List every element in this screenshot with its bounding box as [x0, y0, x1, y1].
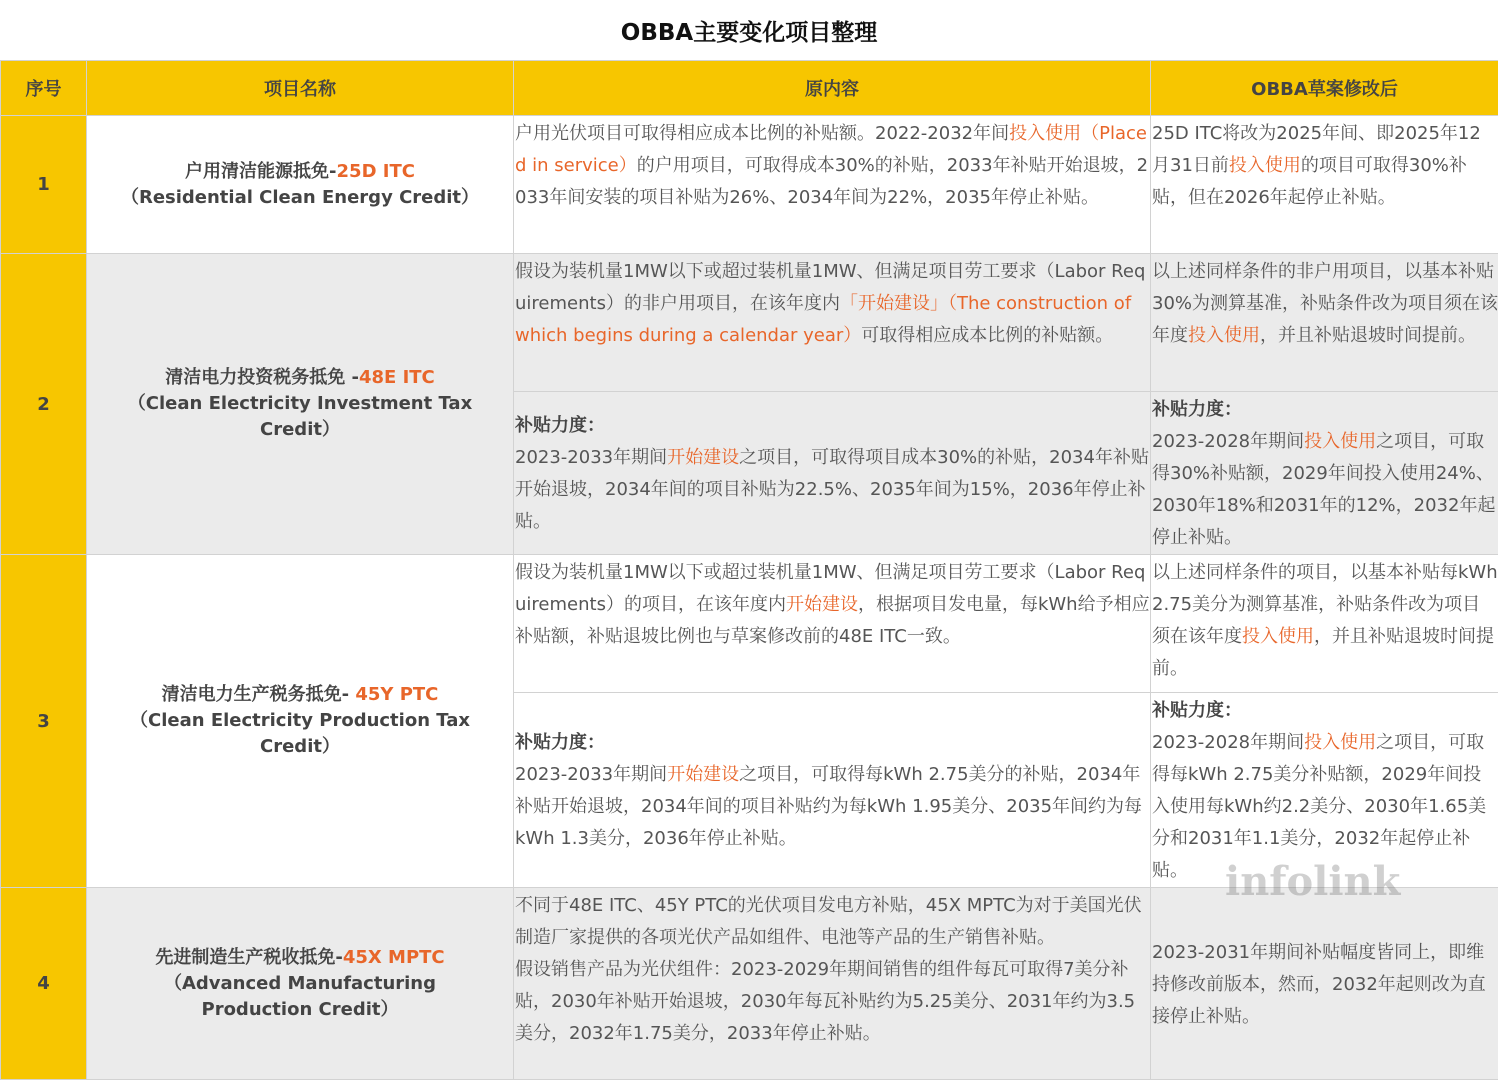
project-name [87, 555, 514, 888]
text: 假设为装机量1MW以下或超过装机量1MW、但满足项目劳工要求（Labor Requirements）的项目，在该年度内 [515, 562, 1146, 615]
text: 2023-2028年期间 [1152, 431, 1305, 452]
subsidy-label: 补贴力度： [515, 732, 605, 753]
table-row [1, 116, 1498, 254]
highlight-text: 投入使用 [1304, 431, 1377, 452]
project-name-en: （Clean Electricity Production Tax Credit） [130, 710, 470, 757]
text: 之项目，可取得每kWh 2.75美分补贴额，2029年间投入使用每kWh约2.2美分、2030年1.65美分和2031年1.1美分，2032年起停止补贴。 [1152, 732, 1487, 881]
text: 假设为装机量1MW以下或超过装机量1MW、但满足项目劳工要求（Labor Requirements）的非户用项目，在该年度内 [515, 261, 1146, 314]
project-name-cn: 清洁电力投资税务抵免 - [165, 367, 359, 388]
highlight-text: 开始建设 [667, 447, 740, 468]
table-row [1, 254, 1498, 392]
paragraph: 不同于48E ITC、45Y PTC的光伏项目发电方补贴，45X MPTC为对于美国光伏制造厂家提供的各项光伏产品如组件、电池等产品的生产销售补贴。 [515, 895, 1142, 948]
text: 25D ITC将改为2025年间、即2025年12月31日前 [1152, 123, 1481, 176]
revised-content [1151, 888, 1498, 1080]
project-name [87, 254, 514, 555]
highlight-text: 投入使用 [1304, 732, 1377, 753]
highlight-text: 投入使用 [1242, 626, 1314, 647]
header-row [1, 61, 1498, 116]
revised-content [1151, 254, 1498, 392]
subsidy-label: 补贴力度： [1152, 700, 1242, 721]
row-number: 1 [1, 116, 87, 254]
table-row [1, 555, 1498, 693]
highlight-text: 投入使用（Placed in service） [515, 123, 1147, 176]
subsidy-label: 补贴力度： [515, 415, 605, 436]
text: ，并且补贴退坡时间提前。 [1152, 626, 1494, 679]
text: 可取得相应成本比例的补贴额。 [861, 325, 1114, 346]
comparison-table [0, 60, 1498, 1080]
watermark-logo: infolink [1225, 858, 1401, 905]
text: 之项目，可取得30%补贴额，2029年间投入使用24%、2030年18%和2031年的12%，2032年起停止补贴。 [1152, 431, 1496, 548]
header-num: 序号 [1, 61, 87, 116]
header-revised: OBBA草案修改后 [1151, 61, 1498, 116]
project-name-en: Production Credit） [201, 998, 399, 1020]
text: 户用光伏项目可取得相应成本比例的补贴额。2022-2032年间 [515, 123, 1010, 144]
project-name-cn: 户用清洁能源抵免- [185, 160, 337, 182]
text: 以上述同样条件的非户用项目，以基本补贴30%为测算基准，补贴条件改为项目须在该年度 [1152, 261, 1498, 346]
text: ，根据项目发电量，每kWh给予相应补贴额，补贴退坡比例也与草案修改前的48E ITC一致。 [515, 594, 1150, 647]
project-code: 45Y PTC [355, 684, 439, 705]
project-name-cn: 先进制造生产税收抵免- [155, 946, 343, 968]
original-content [514, 555, 1151, 693]
project-name [87, 116, 514, 254]
row-number: 2 [1, 254, 87, 555]
text: 2023-2033年期间 [515, 447, 668, 468]
original-content [514, 116, 1151, 254]
text: 2023-2033年期间 [515, 764, 668, 785]
header-name: 项目名称 [87, 61, 514, 116]
text: 2023-2028年期间 [1152, 732, 1305, 753]
highlight-text: 开始建设 [667, 764, 740, 785]
highlight-text: 投入使用 [1228, 155, 1301, 176]
revised-content [1151, 555, 1498, 693]
original-content [514, 888, 1151, 1080]
row-number: 3 [1, 555, 87, 888]
text: ，并且补贴退坡时间提前。 [1260, 325, 1476, 346]
highlight-text: 投入使用 [1188, 325, 1260, 346]
text: 以上述同样条件的项目，以基本补贴每kWh 2.75美分为测算基准，补贴条件改为项目须在该年度 [1152, 562, 1498, 647]
project-code: 48E ITC [358, 367, 435, 388]
original-content [514, 693, 1151, 888]
highlight-text: 开始建设 [785, 594, 858, 615]
project-name-cn: 清洁电力生产税务抵免- [161, 684, 356, 705]
project-name-en: （Residential Clean Energy Credit） [120, 186, 480, 208]
project-name [87, 888, 514, 1080]
paragraph: 假设销售产品为光伏组件：2023-2029年期间销售的组件每瓦可取得7美分补贴，2030年补贴开始退坡，2030年每瓦补贴约为5.25美分、2031年约为3.5美分，2032年1.75美分，2033年停止补贴。 [515, 959, 1136, 1044]
document-title: OBBA主要变化项目整理 [620, 20, 878, 46]
revised-content [1151, 392, 1498, 555]
text: 之项目，可取得每kWh 2.75美分的补贴，2034年补贴开始退坡，2034年间的项目补贴约为每kWh 1.95美分、2035年间约为每kWh 1.3美分，2036年停止补贴。 [515, 764, 1143, 849]
table-row [1, 888, 1498, 1080]
paragraph: 2023-2031年期间补贴幅度皆同上，即维持修改前版本，然而，2032年起则改为直接停止补贴。 [1152, 941, 1486, 1027]
project-code: 25D ITC [336, 160, 415, 182]
subsidy-label: 补贴力度： [1152, 399, 1242, 420]
project-code: 45X MPTC [342, 946, 445, 968]
project-name-en: （Advanced Manufacturing [163, 972, 437, 994]
text: 的户用项目，可取得成本30%的补贴，2033年补贴开始退坡，2033年间安装的项目补贴为26%、2034年间为22%，2035年停止补贴。 [515, 155, 1149, 208]
text: 的项目可取得30%补贴，但在2026年起停止补贴。 [1152, 155, 1467, 208]
project-name-en: （Clean Electricity Investment Tax Credit） [127, 393, 473, 440]
original-content [514, 392, 1151, 555]
highlight-text: 「开始建设」（The construction of which begins during a calendar year） [515, 293, 1132, 346]
revised-content [1151, 116, 1498, 254]
header-original: 原内容 [514, 61, 1151, 116]
row-number: 4 [1, 888, 87, 1080]
original-content [514, 254, 1151, 392]
text: 之项目，可取得项目成本30%的补贴，2034年补贴开始退坡，2034年间的项目补贴为22.5%、2035年间为15%，2036年停止补贴。 [515, 447, 1149, 532]
